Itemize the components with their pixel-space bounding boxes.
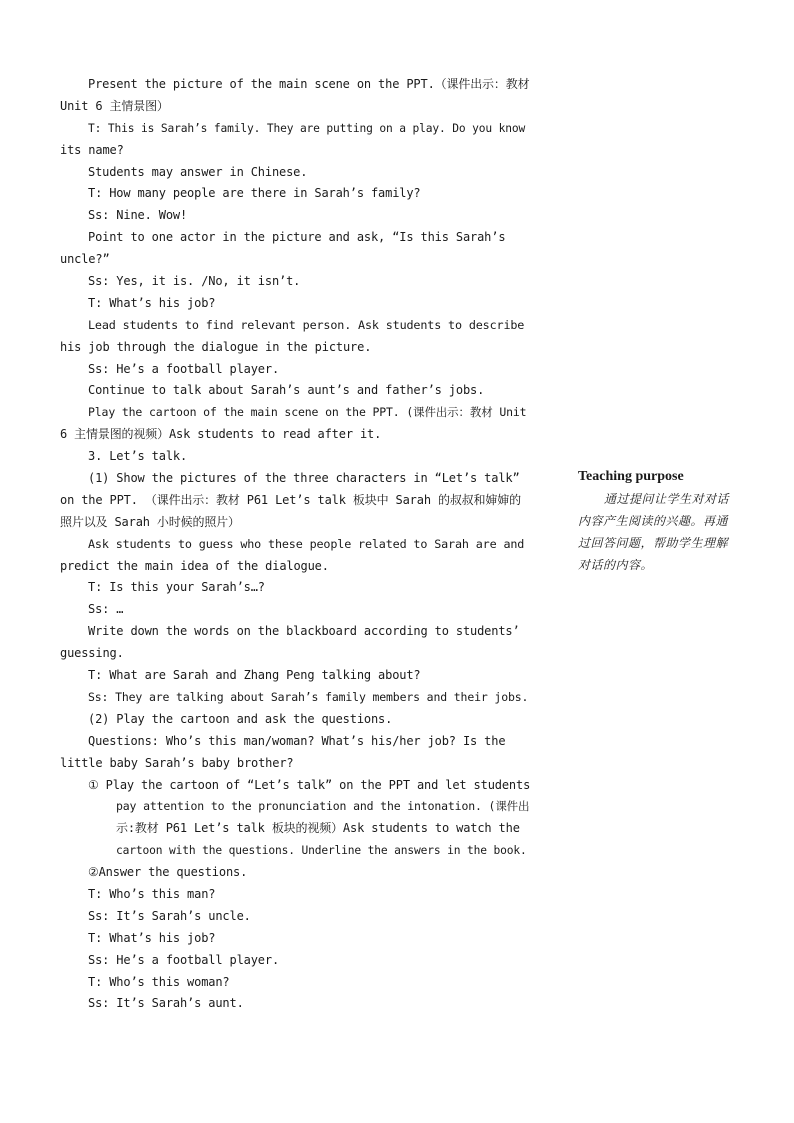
- text-line: ① Play the cartoon of “Let’s talk” on the PPT and let students: [88, 777, 531, 792]
- text-line: Ss: He’s a football player.: [88, 952, 280, 967]
- lesson-body: [60, 74, 530, 1015]
- text-line: Ss: He’s a football player.: [88, 361, 280, 376]
- text-line: on the PPT. （课件出示：教材 P61 Let’s talk 板块中 Sarah 的叔叔和婶婶的: [60, 492, 521, 507]
- text-line: 示:教材 P61 Let’s talk 板块的视频）Ask students to watch the: [116, 821, 520, 836]
- text-line: pay attention to the pronunciation and the intonation. (课件出: [116, 799, 530, 814]
- text-line: cartoon with the questions. Underline the answers in the book.: [116, 844, 527, 858]
- text-line: Continue to talk about Sarah’s aunt’s and father’s jobs.: [88, 383, 485, 398]
- text-line: 6 主情景图的视频）Ask students to read after it.: [60, 427, 382, 442]
- text-line: T: What’s his job?: [88, 295, 216, 310]
- text-line: (2) Play the cartoon and ask the questions.: [88, 711, 393, 726]
- text-line: uncle?”: [60, 252, 110, 267]
- text-line: his job through the dialogue in the picture.: [60, 339, 372, 354]
- text-line: T: How many people are there in Sarah’s family?: [88, 186, 421, 201]
- text-line: Play the cartoon of the main scene on the PPT. (课件出示：教材 Unit: [88, 405, 527, 420]
- text-line: Write down the words on the blackboard according to students’: [88, 624, 520, 639]
- text-line: Ss: Yes, it is. /No, it isn’t.: [88, 274, 301, 289]
- text-line: Unit 6 主情景图）: [60, 98, 169, 113]
- text-line: Ss: Nine. Wow!: [88, 208, 188, 223]
- teaching-purpose-line: 内容产生阅读的兴趣。再通: [578, 514, 729, 528]
- text-line: predict the main idea of the dialogue.: [60, 558, 329, 573]
- text-line: Lead students to find relevant person. Ask students to describe: [88, 317, 525, 332]
- text-line: T: What are Sarah and Zhang Peng talking about?: [88, 668, 421, 683]
- text-line: Students may answer in Chinese.: [88, 164, 308, 179]
- text-line: little baby Sarah’s baby brother?: [60, 755, 294, 770]
- text-line: 照片以及 Sarah 小时候的照片）: [60, 514, 240, 529]
- teaching-purpose-line: 对话的内容。: [578, 558, 654, 572]
- text-line: Ss: It’s Sarah’s uncle.: [88, 908, 251, 923]
- text-line: Present the picture of the main scene on the PPT.（课件出示：教材: [88, 77, 530, 91]
- teaching-purpose-title: Teaching purpose: [578, 469, 684, 484]
- text-line: T: What’s his job?: [88, 930, 216, 945]
- section-heading: 3. Let’s talk.: [88, 449, 188, 464]
- text-line: its name?: [60, 142, 124, 157]
- teaching-purpose-line: 通过提问让学生对对话: [604, 492, 730, 506]
- text-line: T: Who’s this man?: [88, 886, 216, 901]
- text-line: T: Who’s this woman?: [88, 974, 230, 989]
- text-line: T: This is Sarah’s family. They are putting on a play. Do you know: [88, 121, 526, 135]
- text-line: Ss: They are talking about Sarah’s family members and their jobs.: [88, 689, 529, 704]
- text-line: Ss: …: [88, 602, 124, 617]
- text-line: T: Is this your Sarah’s…?: [88, 580, 265, 595]
- teaching-purpose-line: 过回答问题，帮助学生理解: [578, 536, 729, 550]
- text-line: ②Answer the questions.: [88, 865, 248, 880]
- text-line: Questions: Who’s this man/woman? What’s his/her job? Is the: [88, 733, 506, 748]
- text-line: Ss: It’s Sarah’s aunt.: [88, 996, 244, 1011]
- text-line: guessing.: [60, 646, 124, 661]
- teaching-purpose-note: [578, 466, 750, 576]
- text-line: Ask students to guess who these people related to Sarah are and: [88, 536, 525, 551]
- text-line: Point to one actor in the picture and ask, “Is this Sarah’s: [88, 230, 506, 245]
- text-line: (1) Show the pictures of the three characters in “Let’s talk”: [88, 471, 520, 486]
